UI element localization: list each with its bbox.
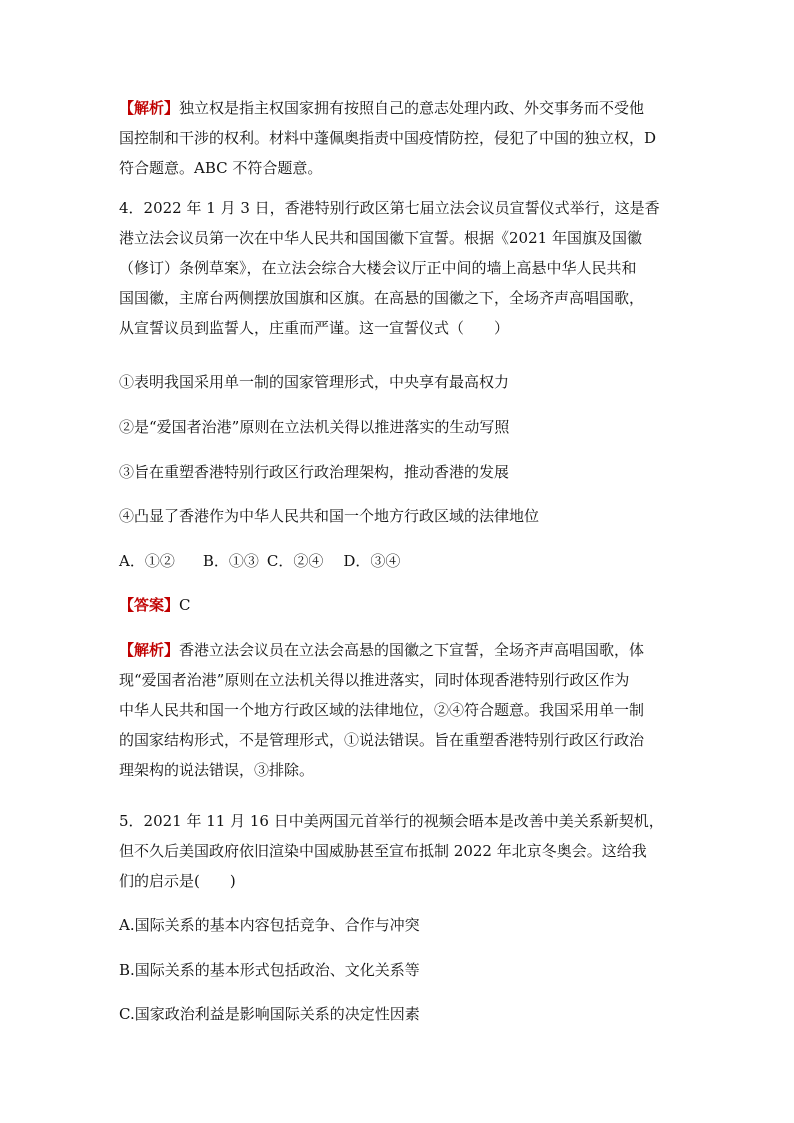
q4-explanation-line-4: 的国家结构形式，不是管理形式，①说法错误。旨在重塑香港特别行政区行政治 <box>119 731 645 749</box>
q3-explanation-line-3: 符合题意。ABC 不符合题意。 <box>119 159 323 177</box>
q4-statement-3: ③旨在重塑香港特别行政区行政治理架构，推动香港的发展 <box>119 463 510 481</box>
q4-explanation-line-1: 【解析】香港立法会议员在立法会高悬的国徽之下宣誓，全场齐声高唱国歌，体 <box>119 641 645 659</box>
q4-option-a: A．①② <box>119 552 175 570</box>
q4-stem <box>119 193 679 343</box>
answer-tag: 【答案】 <box>119 596 180 614</box>
q4-stem-line-4: 国国徽，主席台两侧摆放国旗和区旗。在高悬的国徽之下，全场齐声高唱国歌， <box>119 289 645 307</box>
q4-explanation-line-3: 中华人民共和国一个地方行政区域的法律地位，②④符合题意。我国采用单一制 <box>119 701 645 719</box>
q5-stem-line-3: 们的启示是( ) <box>119 872 236 890</box>
q4-stem-line-1: 4．2022 年 1 月 3 日，香港特别行政区第七届立法会议员宣誓仪式举行，这是香 <box>119 199 660 217</box>
q3-explanation-line-1: 【解析】独立权是指主权国家拥有按照自己的意志处理内政、外交事务而不受他 <box>119 99 645 117</box>
q4-statement-2: ②是“爱国者治港”原则在立法机关得以推进落实的生动写照 <box>119 418 510 436</box>
q4-statement-1: ①表明我国采用单一制的国家管理形式，中央享有最高权力 <box>119 373 510 391</box>
q4-stem-line-3: （修订）条例草案》，在立法会综合大楼会议厅正中间的墙上高悬中华人民共和 <box>119 259 637 277</box>
q4-options <box>119 546 679 576</box>
q4-stem-line-2: 港立法会议员第一次在中华人民共和国国徽下宣誓。根据《2021 年国旗及国徽 <box>119 229 642 247</box>
q5-option-c: C.国家政治利益是影响国际关系的决定性因素 <box>119 1005 420 1023</box>
q4-option-b: B．①③ <box>202 552 259 570</box>
explanation-tag: 【解析】 <box>119 99 180 117</box>
q4-explanation-line-2: 现“爱国者治港”原则在立法机关得以推进落实，同时体现香港特别行政区作为 <box>119 671 630 689</box>
q4-option-d: D．③④ <box>343 552 401 570</box>
q5-stem <box>119 806 679 896</box>
q5-stem-line-2: 但不久后美国政府依旧渲染中国威胁甚至宣布抵制 2022 年北京冬奥会。这给我 <box>119 842 647 860</box>
q3-explanation <box>119 93 679 183</box>
q5-stem-line-1: 5．2021 年 11 月 16 日中美两国元首举行的视频会晤本是改善中美关系新契机， <box>119 812 664 830</box>
explanation-tag: 【解析】 <box>119 641 180 659</box>
q4-answer-value: C <box>179 596 191 614</box>
q4-answer <box>119 590 679 620</box>
q4-explanation <box>119 635 679 785</box>
q4-statement-4: ④凸显了香港作为中华人民共和国一个地方行政区域的法律地位 <box>119 507 540 525</box>
q4-explanation-line-5: 理架构的说法错误，③排除。 <box>119 761 315 779</box>
q4-option-c: C．②④ <box>266 552 324 570</box>
q4-stem-line-5: 从宣誓议员到监誓人，庄重而严谨。这一宣誓仪式（ ） <box>119 319 510 337</box>
q5-option-b: B.国际关系的基本形式包括政治、文化关系等 <box>119 961 420 979</box>
q5-option-a: A.国际关系的基本内容包括竞争、合作与冲突 <box>119 916 420 934</box>
q3-explanation-line-2: 国控制和干涉的权利。材料中蓬佩奥指责中国疫情防控，侵犯了中国的独立权，D <box>119 129 657 147</box>
